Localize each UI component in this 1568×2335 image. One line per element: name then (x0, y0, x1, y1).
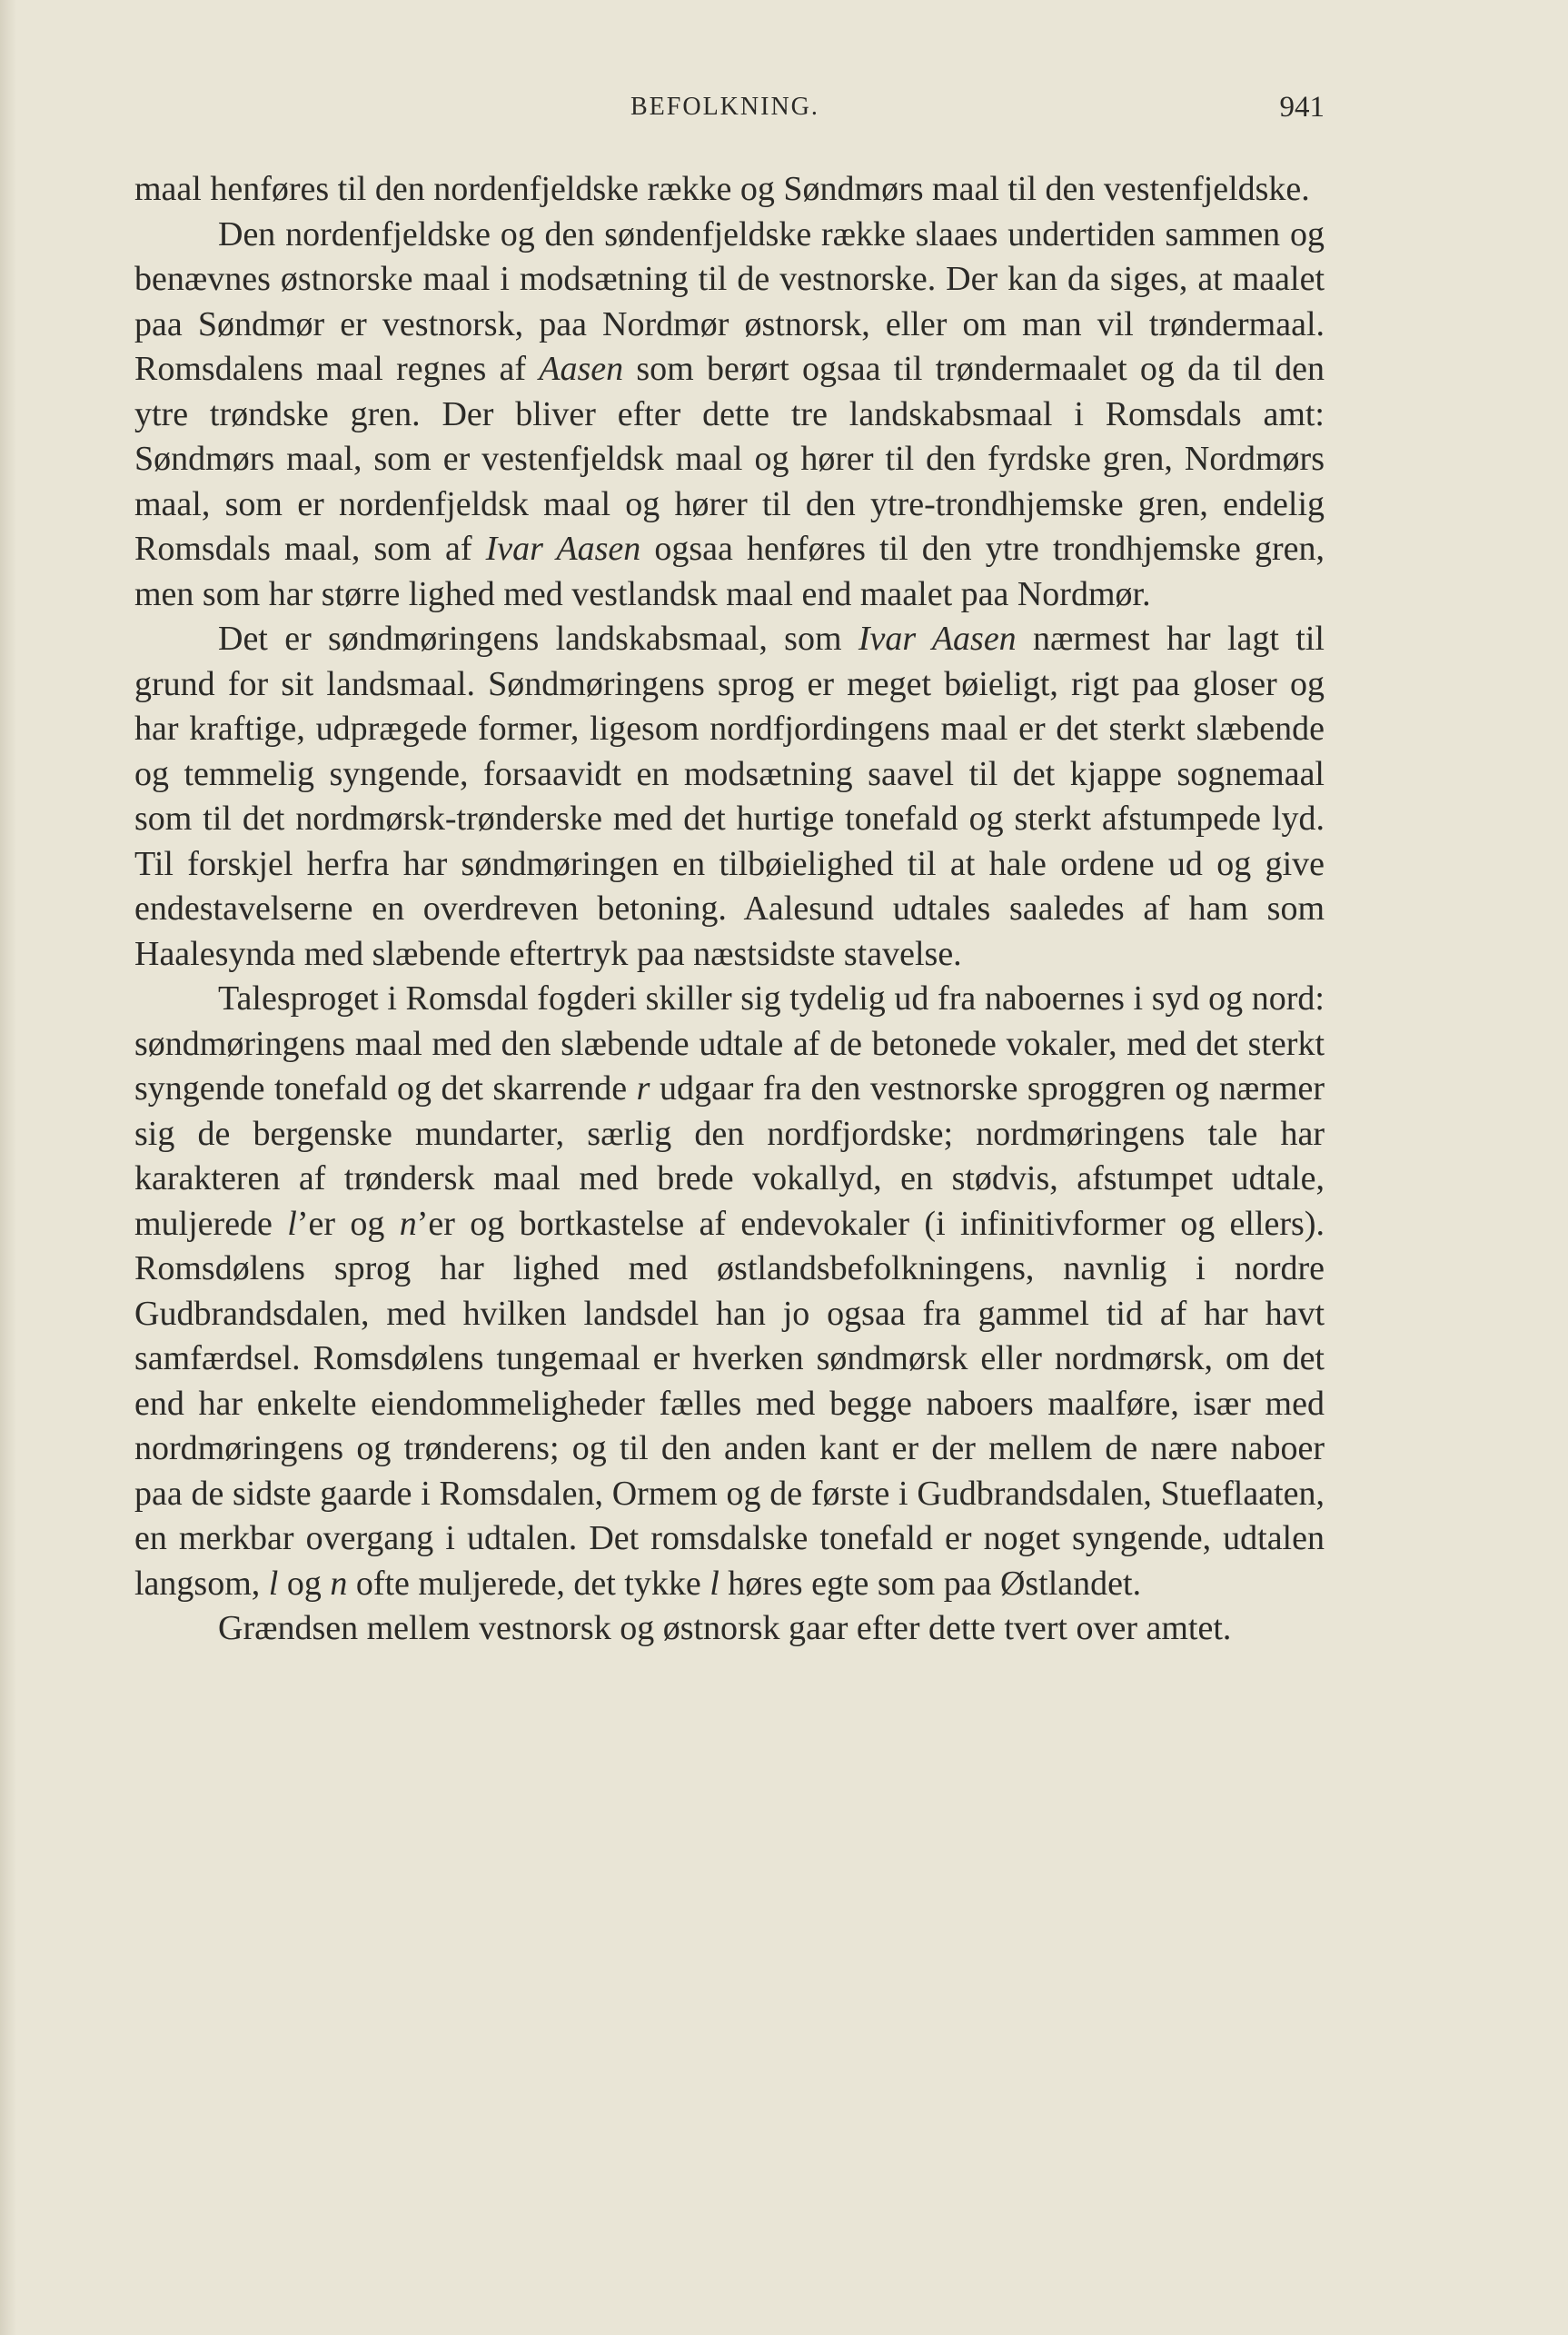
page-edge (0, 0, 16, 2335)
italic-run: l (710, 1564, 719, 1603)
paragraph (134, 617, 1325, 977)
text-run: udgaar fra den vestnorske sproggren og nærmer sig de bergenske mundarter, særlig den nordfjordske; nordmøringens tale har karakteren af trøndersk maal med brede vokallyd, en stødvis, afstumpet udtale, muljerede (134, 1069, 1325, 1243)
body-text (134, 167, 1325, 1652)
running-header (134, 89, 1325, 125)
paragraph (134, 977, 1325, 1606)
text-run: ’er og (296, 1204, 400, 1243)
italic-run: Aasen (539, 350, 624, 388)
paragraph (134, 213, 1325, 618)
text-run: Den nordenfjeldske og den søndenfjeldske række slaaes undertiden sammen og benævnes østnorske maal i modsætning til de vestnorske. Der kan da siges, at maalet paa Søndmør er vestnorsk, paa Nordmør østnorsk, eller om man vil trøndermaal. Romsdalens maal regnes af (134, 214, 1325, 388)
text-run: ofte muljerede, det tykke (347, 1564, 710, 1603)
page-number: 941 (1279, 91, 1325, 124)
paragraph (134, 1606, 1325, 1652)
italic-run: n (330, 1564, 348, 1603)
italic-run: l (268, 1564, 279, 1603)
italic-run: Ivar Aasen (485, 530, 641, 568)
text-run: maal henføres til den nordenfjeldske række og Søndmørs maal til den vestenfjeldske. (134, 170, 1310, 208)
text-run: nærmest har lagt til grund for sit landsmaal. Søndmøringens sprog er meget bøieligt, rigt paa gloser og har kraftige, udprægede former, ligesom nordfjordingens maal er det sterkt slæbende og temmelig syngende, forsaavidt en modsætning saavel til det kjappe sognemaal som til det nordmørsk-trønderske med det hurtige tonefald og sterkt afstumpede lyd. Til forskjel herfra har søndmøringen en tilbøielighed til at hale ordene ud og give endestavelserne en overdreven betoning. Aalesund udtales saaledes af ham som Haalesynda med slæbende eftertryk paa næstsidste stavelse. (134, 620, 1325, 973)
italic-run: l (287, 1204, 297, 1243)
text-run: Det er søndmøringens landskabsmaal, som (218, 620, 858, 658)
paragraph (134, 167, 1325, 213)
text-run: og (278, 1564, 331, 1603)
running-title: BEFOLKNING. (630, 93, 819, 121)
text-run: som berørt ogsaa til trøndermaalet og da til den ytre trøndske gren. Der bliver efter dette tre landskabsmaal i Romsdals amt: Søndmørs maal, som er vestenfjeldsk maal og hører til den fyrdske gren, Nordmørs maal, som er nordenfjeldsk maal og hører til den ytre-trondhjemske gren, endelig Romsdals maal, som af (134, 350, 1325, 568)
text-run: ogsaa henføres til den ytre trondhjemske gren, men som har større lighed med vestlandsk maal end maalet paa Nordmør. (134, 530, 1325, 613)
italic-run: n (399, 1204, 417, 1243)
text-run: ’er og bortkastelse af endevokaler (i infinitivformer og ellers). Romsdølens sprog har lighed med østlandsbefolkningens, navnlig i nordre Gudbrandsdalen, med hvilken landsdel han jo ogsaa fra gammel tid af har havt samfærdsel. Romsdølens tungemaal er hverken søndmørsk eller nordmørsk, om det end har enkelte eiendommeligheder fælles med begge naboers maalføre, især med nordmøringens og trønderens; og til den anden kant er der mellem de nære naboer paa de sidste gaarde i Romsdalen, Ormem og de første i Gudbrandsdalen, Stueflaaten, en merkbar overgang i udtalen. Det romsdalske tonefald er noget syngende, udtalen langsom, (134, 1204, 1325, 1603)
text-run: Grændsen mellem vestnorsk og østnorsk gaar efter dette tvert over amtet. (218, 1609, 1232, 1647)
text-run: Talesproget i Romsdal fogderi skiller sig tydelig ud fra naboernes i syd og nord: søndmøringens maal med den slæbende udtale af de betonede vokaler, med det sterkt syngende tonefald og det skarrende (134, 979, 1325, 1108)
text-run: høres egte som paa Østlandet. (719, 1564, 1142, 1603)
italic-run: r (636, 1069, 650, 1108)
italic-run: Ivar Aasen (858, 620, 1017, 658)
